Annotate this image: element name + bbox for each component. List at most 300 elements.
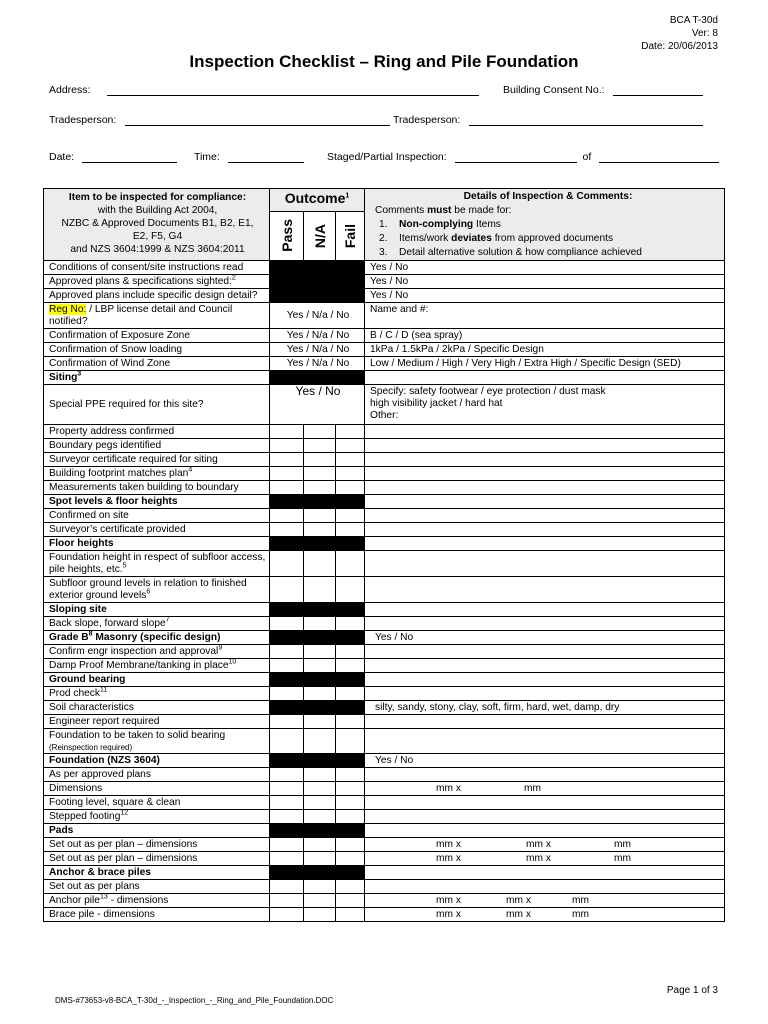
pass-cell[interactable] (270, 523, 304, 537)
outcome-choice[interactable]: Yes / N/a / No (270, 329, 365, 343)
of-field[interactable] (599, 151, 719, 163)
dimension-cell[interactable] (365, 894, 725, 908)
section-text: Grade B (49, 632, 89, 643)
table-row (44, 880, 725, 894)
rule-number: 3. (379, 247, 388, 258)
staged-row (327, 151, 719, 163)
fail-cell[interactable] (336, 880, 365, 894)
fail-cell[interactable] (336, 577, 365, 603)
na-cell[interactable] (304, 715, 336, 729)
rule-text: Detail alternative solution & how compliance achieved (399, 247, 642, 258)
detail-cell[interactable]: Yes / No (365, 631, 725, 645)
dimension-unit: mm x (436, 909, 461, 920)
item-cell: Brace pile - dimensions (44, 908, 270, 922)
pass-cell[interactable] (270, 645, 304, 659)
outcome-choice[interactable]: Yes / N/a / No (270, 357, 365, 371)
dimension-unit: mm (572, 909, 589, 920)
fail-cell[interactable] (336, 715, 365, 729)
dimension-unit: mm (614, 853, 631, 864)
footnote-ref: 5 (122, 562, 127, 570)
item-cell: Measurements taken building to boundary (44, 481, 270, 495)
address-label: Address: (49, 84, 91, 96)
na-cell[interactable] (304, 467, 336, 481)
item-cell: Soil characteristics (44, 701, 270, 715)
comments-text: Comments (375, 205, 428, 216)
pass-cell[interactable] (270, 577, 304, 603)
dimension-unit: mm x (436, 853, 461, 864)
detail-cell[interactable]: Yes / No (365, 261, 725, 275)
table-row (44, 385, 725, 425)
item-cell: Conditions of consent/site instructions read (44, 261, 270, 275)
na-cell[interactable] (304, 481, 336, 495)
item-header-line: NZBC & Approved Documents B1, B2, E1, (61, 218, 254, 229)
table-row (44, 467, 725, 481)
table-row (44, 768, 725, 782)
fail-header (336, 211, 365, 260)
na-cell[interactable] (304, 617, 336, 631)
table-row (44, 645, 725, 659)
fail-cell[interactable] (336, 425, 365, 439)
fail-cell[interactable] (336, 782, 365, 796)
item-header-line: E2, F5, G4 (132, 231, 183, 242)
table-row (44, 852, 725, 866)
fail-cell[interactable] (336, 645, 365, 659)
footnote-ref: 9 (218, 644, 223, 652)
detail-cell[interactable] (365, 509, 725, 523)
item-cell (44, 275, 270, 289)
time-label: Time: (193, 151, 220, 163)
outcome-blocked (270, 701, 365, 715)
dimension-unit: mm (614, 839, 631, 850)
item-text: Damp Proof Membrane/tanking in place (49, 660, 229, 671)
pass-cell[interactable] (270, 894, 304, 908)
item-cell (44, 303, 270, 329)
section-title: Anchor & brace piles (44, 866, 270, 880)
footnote-ref: 6 (146, 588, 151, 596)
comment-rule-1 (375, 218, 721, 232)
table-row (44, 782, 725, 796)
detail-cell[interactable] (365, 551, 725, 577)
na-cell[interactable] (304, 551, 336, 577)
detail-cell[interactable]: silty, sandy, stony, clay, soft, firm, hard, wet, damp, dry (365, 701, 725, 715)
date-field[interactable] (82, 151, 177, 163)
detail-cell[interactable] (365, 385, 725, 425)
section-row-foundation (44, 754, 725, 768)
na-cell[interactable] (304, 908, 336, 922)
item-cell: Set out as per plan – dimensions (44, 838, 270, 852)
table-row (44, 796, 725, 810)
table-row (44, 357, 725, 371)
pass-cell[interactable] (270, 852, 304, 866)
inspection-checklist-table (43, 188, 725, 922)
section-title: Ground bearing (44, 673, 270, 687)
na-cell[interactable] (304, 894, 336, 908)
item-text: Stepped footing (49, 811, 121, 822)
rule-number: 2. (379, 233, 388, 244)
pass-cell[interactable] (270, 481, 304, 495)
consent-label: Building Consent No.: (503, 84, 605, 96)
tradesperson-row-2 (393, 114, 703, 126)
section-text: Siting (49, 372, 78, 383)
tradesperson-field-2[interactable] (469, 114, 703, 126)
detail-cell[interactable]: Yes / No (365, 289, 725, 303)
item-text: Foundation to be taken to solid bearing (49, 730, 226, 741)
detail-cell[interactable] (365, 537, 725, 551)
detail-cell[interactable] (365, 866, 725, 880)
fail-cell[interactable] (336, 659, 365, 673)
table-row (44, 715, 725, 729)
table-row (44, 343, 725, 357)
table-row (44, 523, 725, 537)
na-cell[interactable] (304, 768, 336, 782)
na-cell[interactable] (304, 810, 336, 824)
item-header (44, 189, 270, 261)
detail-cell[interactable] (365, 880, 725, 894)
pass-cell[interactable] (270, 768, 304, 782)
na-cell[interactable] (304, 439, 336, 453)
na-cell[interactable] (304, 453, 336, 467)
footnote-ref: 12 (120, 809, 129, 817)
fail-cell[interactable] (336, 768, 365, 782)
comments-must: must (427, 205, 452, 216)
table-row (44, 551, 725, 577)
document-date: Date: 20/06/2013 (641, 41, 718, 52)
table-row (44, 659, 725, 673)
fail-cell[interactable] (336, 810, 365, 824)
table-row (44, 617, 725, 631)
time-field[interactable] (228, 151, 304, 163)
item-cell: Engineer report required (44, 715, 270, 729)
staged-field[interactable] (455, 151, 577, 163)
table-row (44, 453, 725, 467)
footnote-ref: 1 (345, 192, 350, 200)
outcome-blocked (270, 495, 365, 509)
pass-cell[interactable] (270, 796, 304, 810)
item-cell (44, 810, 270, 824)
detail-cell[interactable]: Name and #: (365, 303, 725, 329)
na-cell[interactable] (304, 880, 336, 894)
outcome-blocked (270, 603, 365, 617)
fail-cell[interactable] (336, 908, 365, 922)
pass-cell[interactable] (270, 425, 304, 439)
detail-cell[interactable] (365, 673, 725, 687)
detail-cell[interactable] (365, 603, 725, 617)
na-cell[interactable] (304, 796, 336, 810)
na-cell[interactable] (304, 782, 336, 796)
na-cell[interactable] (304, 852, 336, 866)
dimension-unit: mm x (436, 839, 461, 850)
ppe-options: high visibility jacket / hard hat (370, 398, 503, 409)
document-header (641, 14, 718, 53)
item-header-line: with the Building Act 2004, (97, 205, 218, 216)
table-row (44, 701, 725, 715)
dimension-unit: mm x (436, 895, 461, 906)
section-row-sloping-site (44, 603, 725, 617)
detail-cell[interactable] (365, 768, 725, 782)
detail-cell[interactable] (365, 645, 725, 659)
dimension-unit: mm x (506, 909, 531, 920)
table-header-row (44, 189, 725, 212)
dimension-unit: mm x (526, 853, 551, 864)
table-row (44, 275, 725, 289)
outcome-blocked (270, 537, 365, 551)
item-cell (44, 645, 270, 659)
detail-cell[interactable] (365, 371, 725, 385)
dimension-cell[interactable] (365, 908, 725, 922)
ppe-options: Specify: safety footwear / eye protection / dust mask (370, 386, 606, 397)
pass-header (270, 211, 304, 260)
item-text: Approved plans & specifications sighted: (49, 276, 232, 287)
item-cell (44, 894, 270, 908)
outcome-title: Outcome (284, 190, 346, 206)
outcome-blocked (270, 866, 365, 880)
footnote-ref: 2 (231, 274, 236, 282)
footnote-ref: 7 (165, 616, 170, 624)
table-row (44, 577, 725, 603)
outcome-blocked (270, 754, 365, 768)
footnote-ref: 11 (99, 686, 108, 694)
section-title (44, 631, 270, 645)
item-cell (44, 729, 270, 754)
detail-cell[interactable] (365, 453, 725, 467)
fail-cell[interactable] (336, 481, 365, 495)
detail-cell[interactable] (365, 796, 725, 810)
na-cell[interactable] (304, 425, 336, 439)
outcome-blocked (270, 673, 365, 687)
detail-cell[interactable] (365, 481, 725, 495)
file-reference: DMS-#73653-v8-BCA_T-30d_-_Inspection_-_Ring_and_Pile_Foundation.DOC (55, 996, 334, 1005)
rule-text: from approved documents (491, 233, 614, 244)
consent-row (503, 84, 703, 96)
tradesperson-field-1[interactable] (125, 114, 390, 126)
pass-cell[interactable] (270, 810, 304, 824)
comment-rule-2 (375, 232, 721, 246)
item-text: Prod check (49, 688, 100, 699)
item-text: / LBP license detail and Council notified? (49, 304, 233, 327)
fail-cell[interactable] (336, 509, 365, 523)
footnote-ref: 4 (188, 466, 193, 474)
pass-cell[interactable] (270, 551, 304, 577)
consent-field[interactable] (613, 84, 703, 96)
pass-label: Pass (278, 219, 295, 253)
na-cell[interactable] (304, 729, 336, 754)
section-row-spot-levels (44, 495, 725, 509)
pass-cell[interactable] (270, 729, 304, 754)
section-title (44, 371, 270, 385)
detail-cell[interactable]: B / C / D (sea spray) (365, 329, 725, 343)
outcome-choice[interactable]: Yes / No (270, 385, 365, 425)
rule-bold: deviates (451, 233, 492, 244)
section-title: Foundation (NZS 3604) (44, 754, 270, 768)
table-row (44, 425, 725, 439)
page-number: Page 1 of 3 (666, 985, 718, 996)
section-row-grade-b-masonry (44, 631, 725, 645)
ppe-other: Other: (370, 410, 399, 421)
item-cell: As per approved plans (44, 768, 270, 782)
fail-cell[interactable] (336, 852, 365, 866)
pass-cell[interactable] (270, 908, 304, 922)
item-cell: Surveyor’s certificate provided (44, 523, 270, 537)
table-row (44, 687, 725, 701)
item-cell (44, 617, 270, 631)
na-cell[interactable] (304, 509, 336, 523)
section-title: Floor heights (44, 537, 270, 551)
detail-cell[interactable] (365, 523, 725, 537)
item-text: Anchor pile (49, 895, 100, 906)
item-cell (44, 577, 270, 603)
pass-cell[interactable] (270, 509, 304, 523)
dimension-unit: mm x (436, 783, 461, 794)
item-text: Back slope, forward slope (49, 618, 166, 629)
fail-cell[interactable] (336, 453, 365, 467)
pass-cell[interactable] (270, 838, 304, 852)
fail-cell[interactable] (336, 439, 365, 453)
na-cell[interactable] (304, 687, 336, 701)
fail-cell[interactable] (336, 729, 365, 754)
section-row-anchor-brace-piles (44, 866, 725, 880)
table-row (44, 894, 725, 908)
table-row (44, 261, 725, 275)
item-header-title: Item to be inspected for compliance: (68, 192, 247, 203)
table-row (44, 908, 725, 922)
item-text: Building footprint matches plan (49, 468, 189, 479)
item-cell: Confirmed on site (44, 509, 270, 523)
section-row-ground-bearing (44, 673, 725, 687)
detail-cell[interactable] (365, 715, 725, 729)
pass-cell[interactable] (270, 467, 304, 481)
page-title: Inspection Checklist – Ring and Pile Foundation (189, 52, 579, 71)
pass-cell[interactable] (270, 617, 304, 631)
item-cell: Footing level, square & clean (44, 796, 270, 810)
detail-cell[interactable]: Yes / No (365, 275, 725, 289)
fail-cell[interactable] (336, 796, 365, 810)
fail-cell[interactable] (336, 551, 365, 577)
item-cell: Approved plans include specific design detail? (44, 289, 270, 303)
fail-cell[interactable] (336, 523, 365, 537)
fail-cell[interactable] (336, 838, 365, 852)
footnote-ref: 8 (88, 630, 93, 638)
dimension-unit: mm (572, 895, 589, 906)
item-cell: Confirmation of Snow loading (44, 343, 270, 357)
item-cell: Set out as per plan – dimensions (44, 852, 270, 866)
outcome-blocked (270, 261, 365, 303)
outcome-blocked (270, 824, 365, 838)
fail-cell[interactable] (336, 687, 365, 701)
item-text: Foundation height in respect of subfloor access, pile heights, etc. (49, 552, 266, 575)
rule-text: Items (473, 219, 501, 230)
pass-cell[interactable] (270, 659, 304, 673)
rule-number: 1. (379, 219, 388, 230)
na-label: N/A (311, 223, 328, 248)
dimension-unit: mm x (526, 839, 551, 850)
section-text: Masonry (specific design) (92, 632, 221, 643)
comments-intro (375, 204, 721, 218)
item-text: - dimensions (107, 895, 169, 906)
tradesperson-label-1: Tradesperson: (49, 114, 117, 126)
item-cell: Boundary pegs identified (44, 439, 270, 453)
na-header (304, 211, 336, 260)
table-row (44, 439, 725, 453)
dimension-unit: mm x (506, 895, 531, 906)
rule-bold: Non-complying (399, 219, 474, 230)
section-row-siting (44, 371, 725, 385)
comments-text: be made for: (451, 205, 512, 216)
footnote-ref: 10 (228, 658, 237, 666)
fail-cell[interactable] (336, 894, 365, 908)
section-row-floor-heights (44, 537, 725, 551)
tradesperson-label-2: Tradesperson: (393, 114, 461, 126)
detail-cell[interactable] (365, 810, 725, 824)
address-row (49, 84, 479, 96)
details-header (365, 189, 725, 261)
outcome-blocked (270, 631, 365, 645)
na-cell[interactable] (304, 645, 336, 659)
item-cell: Special PPE required for this site? (44, 385, 270, 425)
outcome-choice[interactable]: Yes / N/a / No (270, 343, 365, 357)
item-cell: Set out as per plans (44, 880, 270, 894)
na-cell[interactable] (304, 838, 336, 852)
detail-cell[interactable] (365, 659, 725, 673)
detail-cell[interactable] (365, 577, 725, 603)
detail-cell[interactable] (365, 617, 725, 631)
pass-cell[interactable] (270, 880, 304, 894)
outcome-choice[interactable]: Yes / N/a / No (270, 303, 365, 329)
item-cell (44, 467, 270, 481)
dimension-cell[interactable] (365, 782, 725, 796)
item-header-line: and NZS 3604:1999 & NZS 3604:2011 (70, 244, 245, 255)
fail-cell[interactable] (336, 617, 365, 631)
table-row (44, 329, 725, 343)
detail-cell[interactable] (365, 439, 725, 453)
detail-cell[interactable]: Yes / No (365, 754, 725, 768)
outcome-blocked (270, 371, 365, 385)
detail-cell[interactable] (365, 495, 725, 509)
pass-cell[interactable] (270, 782, 304, 796)
item-cell: Dimensions (44, 782, 270, 796)
date-label: Date: (49, 151, 75, 163)
document-code: BCA T-30d (669, 15, 718, 26)
item-cell: Surveyor certificate required for siting (44, 453, 270, 467)
table-row (44, 729, 725, 754)
detail-cell[interactable] (365, 729, 725, 754)
detail-cell[interactable]: 1kPa / 1.5kPa / 2kPa / Specific Design (365, 343, 725, 357)
detail-cell[interactable] (365, 467, 725, 481)
pass-cell[interactable] (270, 453, 304, 467)
item-cell (44, 659, 270, 673)
dimension-cell[interactable] (365, 852, 725, 866)
address-field[interactable] (107, 84, 479, 96)
table-row (44, 509, 725, 523)
pass-cell[interactable] (270, 439, 304, 453)
item-note: (Reinspection required) (49, 743, 133, 752)
table-row (44, 303, 725, 329)
dimension-unit: mm (524, 783, 541, 794)
detail-cell[interactable] (365, 687, 725, 701)
na-cell[interactable] (304, 523, 336, 537)
na-cell[interactable] (304, 659, 336, 673)
footnote-ref: 3 (77, 370, 82, 378)
fail-cell[interactable] (336, 467, 365, 481)
detail-cell[interactable] (365, 425, 725, 439)
date-time-row (49, 151, 304, 163)
detail-cell[interactable] (365, 824, 725, 838)
pass-cell[interactable] (270, 687, 304, 701)
pass-cell[interactable] (270, 715, 304, 729)
na-cell[interactable] (304, 577, 336, 603)
dimension-cell[interactable] (365, 838, 725, 852)
section-title: Pads (44, 824, 270, 838)
detail-cell[interactable]: Low / Medium / High / Very High / Extra High / Specific Design (SED) (365, 357, 725, 371)
